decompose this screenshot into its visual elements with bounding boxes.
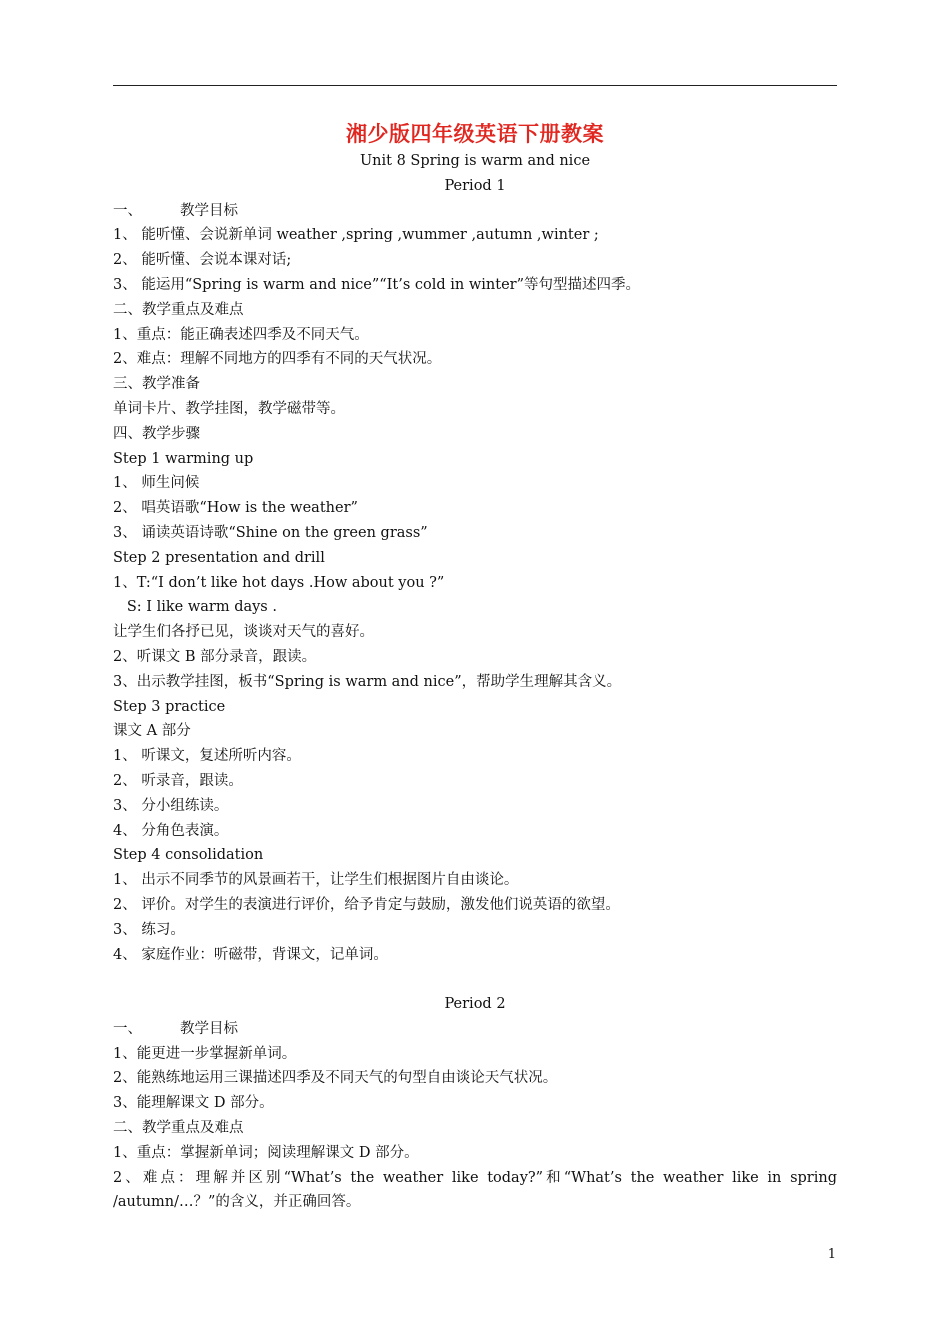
section-heading [113, 199, 837, 224]
section-heading: 三、教学准备 [113, 376, 200, 393]
list-item: 3、 练习。 [113, 921, 185, 938]
list-item: 2、难点：理解并区别“What’s the weather like today?”和“What’s the weather like in spring /autumn/…？”的含义，并正确回答。 [113, 1169, 837, 1211]
list-item: S: I like warm days . [113, 599, 277, 616]
spacer [113, 967, 837, 992]
section-heading: 二、教学重点及难点 [113, 301, 244, 318]
list-item: 2、 唱英语歌“How is the weather” [113, 500, 358, 517]
step-heading: Step 2 presentation and drill [113, 549, 325, 566]
header-rule [113, 85, 837, 86]
unit-subtitle: Unit 8 Spring is warm and nice [359, 153, 591, 169]
section-number: 一、 [113, 202, 142, 219]
list-item: 2、 听录音，跟读。 [113, 772, 243, 789]
list-item: 4、 分角色表演。 [113, 822, 229, 839]
list-item: 3、 能运用“Spring is warm and nice”“It’s cold in winter”等句型描述四季。 [113, 276, 640, 293]
list-item: 3、 诵读英语诗歌“Shine on the green grass” [113, 524, 428, 541]
period-1-heading: Period 1 [444, 177, 506, 194]
list-item: 1、T:“I don’t like hot days .How about you ?” [113, 574, 445, 591]
page-number: 1 [827, 1247, 836, 1262]
paragraph: 单词卡片、教学挂图，教学磁带等。 [113, 400, 345, 417]
list-item: 4、 家庭作业：听磁带，背课文，记单词。 [113, 946, 388, 963]
list-item: 2、难点：理解不同地方的四季有不同的天气状况。 [113, 351, 442, 368]
list-item: 3、出示教学挂图，板书“Spring is warm and nice”，帮助学生理解其含义。 [113, 673, 622, 690]
list-item: 2、 评价。对学生的表演进行评价，给予肯定与鼓励，激发他们说英语的欲望。 [113, 896, 620, 913]
document-body [113, 119, 837, 1215]
list-item: 2、能熟练地运用三课描述四季及不同天气的句型自由谈论天气状况。 [113, 1070, 558, 1087]
list-item: 1、 听课文，复述所听内容。 [113, 748, 301, 765]
list-item: 2、听课文 B 部分录音，跟读。 [113, 648, 317, 665]
section-heading: 四、教学步骤 [113, 425, 200, 442]
section-heading [113, 1017, 837, 1042]
list-item: 3、 分小组练读。 [113, 797, 229, 814]
step-heading: Step 3 practice [113, 698, 226, 715]
list-item: 2、 能听懂、会说本课对话; [113, 252, 292, 269]
list-item: 3、能理解课文 D 部分。 [113, 1095, 274, 1112]
step-heading: Step 1 warming up [113, 450, 254, 467]
doc-title: 湘少版四年级英语下册教案 [346, 122, 604, 146]
section-number: 一、 [113, 1020, 142, 1037]
list-item: 1、能更进一步掌握新单词。 [113, 1045, 297, 1062]
section-title: 教学目标 [180, 1020, 238, 1037]
list-item: 1、 师生问候 [113, 475, 200, 492]
list-item: 1、重点：能正确表述四季及不同天气。 [113, 326, 369, 343]
list-item: 1、 出示不同季节的风景画若干，让学生们根据图片自由谈论。 [113, 872, 519, 889]
list-item: 1、重点：掌握新单词；阅读理解课文 D 部分。 [113, 1144, 419, 1161]
list-item: 让学生们各抒已见，谈谈对天气的喜好。 [113, 624, 374, 641]
period-2-heading: Period 2 [444, 996, 506, 1013]
section-heading: 二、教学重点及难点 [113, 1120, 244, 1137]
step-heading: Step 4 consolidation [113, 847, 264, 864]
list-item: 1、 能听懂、会说新单词 weather ,spring ,wummer ,autumn ,winter ; [113, 227, 599, 244]
section-title: 教学目标 [180, 202, 238, 219]
sub-heading: 课文 A 部分 [113, 723, 191, 740]
